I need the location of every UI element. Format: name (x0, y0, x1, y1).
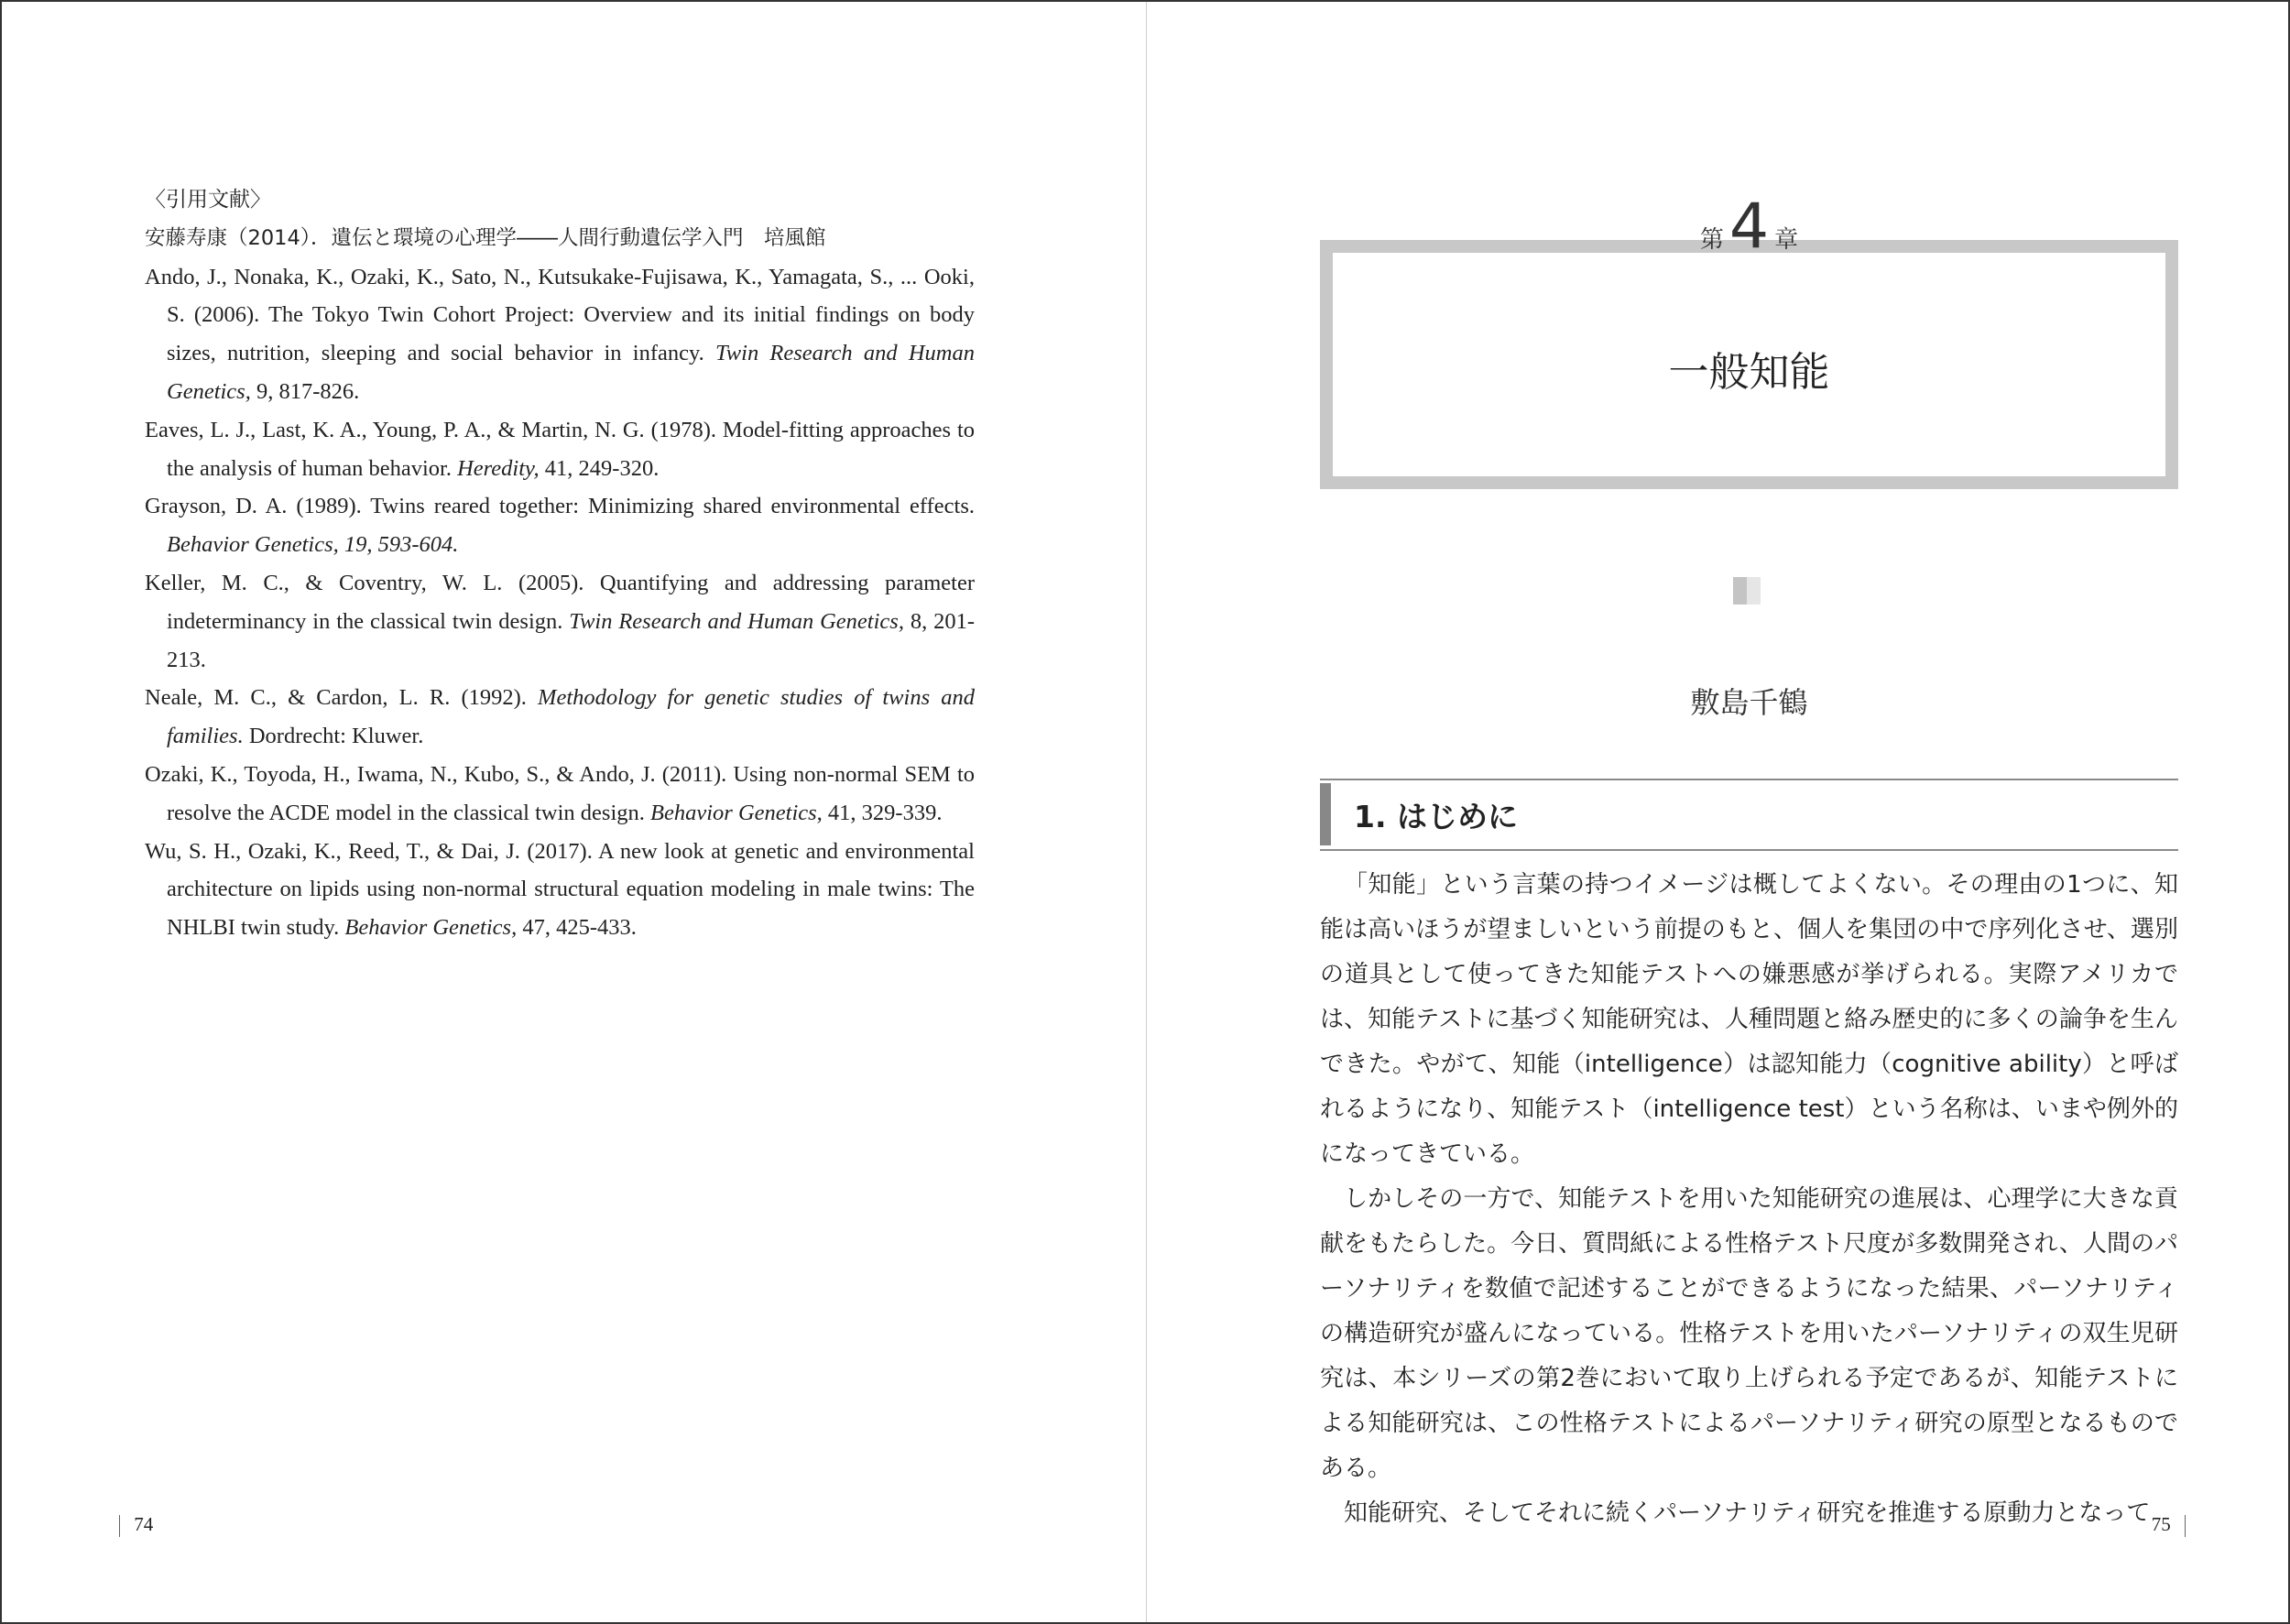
folio-rule (2185, 1515, 2186, 1537)
reference-entry (145, 220, 975, 258)
chapter-title-frame (1320, 240, 2178, 489)
reference-text: 41, 249-320. (539, 455, 660, 481)
section-title: 1. はじめに (1354, 799, 1518, 834)
references-list (145, 181, 975, 947)
reference-journal: Behavior Genetics, (650, 800, 823, 825)
reference-journal: Twin Research and Human Genetics, (167, 341, 975, 404)
reference-journal: Heredity, (457, 455, 540, 481)
body-paragraph: 「知能」という言葉の持つイメージは概してよくない。その理由の1つに、知能は高いほうが望ましいという前提のもと、個人を集団の中で序列化させ、選別の道具として使ってきた知能テストへの嫌悪感が挙げられる。実際アメリカでは、知能テストに基づく知能研究は、人種問題と絡み歴史的に多くの論争を生んできた。やがて、知能（intelligence）は認知能力（cognitive ability）と呼ばれるようになり、知能テスト（intelligence test）という名称は、いまや例外的になってきている。 (1320, 871, 2178, 1168)
reference-text: 47, 425-433. (517, 915, 637, 941)
reference-entry (145, 756, 975, 833)
decorative-mark-right (1747, 577, 1761, 605)
gutter-divider (1146, 2, 1147, 1622)
reference-text: Dordrecht: Kluwer. (243, 724, 424, 749)
reference-text: Wu, S. H., Ozaki, K., Reed, T., & Dai, J. (2017). A new look at genetic and environmental architecture on lipids using non-normal structural equation modeling in male twins: The NHLBI twin study. (145, 838, 975, 941)
body-text (1320, 863, 2178, 1536)
section-rule-top (1320, 779, 2178, 780)
reference-journal: Methodology for genetic studies of twins and families. (167, 685, 975, 749)
body-paragraph: しかしその一方で、知能テストを用いた知能研究の進展は、心理学に大きな貢献をもたらした。今日、質問紙による性格テスト尺度が多数開発され、人間のパーソナリティを数値で記述することができるようになった結果、パーソナリティの構造研究が盛んになっている。性格テストを用いたパーソナリティの双生児研究は、本シリーズの第2巻において取り上げられる予定であるが、知能テストによる知能研究は、この性格テストによるパーソナリティ研究の原型となるものである。 (1320, 1185, 2179, 1482)
reference-text: Keller, M. C., & Coventry, W. L. (2005). Quantifying and addressing parameter indeterminancy in the classical twin design. (145, 570, 975, 634)
author-name: 敷島千鶴 (1690, 685, 1808, 720)
chapter-number: 4 (1728, 191, 1770, 263)
chapter-title: 一般知能 (1668, 349, 1830, 396)
reference-journal: Behavior Genetics, (344, 915, 518, 941)
chapter-label (1320, 191, 2178, 263)
references-body (145, 220, 975, 947)
reference-entry (145, 258, 975, 411)
reference-entry (145, 564, 975, 679)
body-paragraph: 知能研究、そしてそれに続くパーソナリティ研究を推進する原動力となって (1344, 1499, 2151, 1527)
reference-text: Ozaki, K., Toyoda, H., Iwama, N., Kubo, S., & Ando, J. (2011). Using non-normal SEM to resolve the ACDE model in the classical twin design. (145, 761, 975, 825)
reference-journal: Twin Research and Human Genetics, (569, 608, 904, 634)
reference-journal: Behavior Genetics, 19, 593-604. (167, 532, 459, 558)
reference-text: 8, 201-213. (167, 608, 975, 672)
reference-entry (145, 411, 975, 488)
decorative-mark-left (1733, 577, 1747, 605)
page-number-right-text: 75 (2151, 1513, 2171, 1535)
section-rule-bottom (1320, 849, 2178, 851)
reference-entry (145, 487, 975, 564)
folio-rule (119, 1515, 120, 1537)
reference-text: 9, 817-826. (250, 378, 360, 404)
page-number-left (119, 1513, 153, 1537)
reference-text: Grayson, D. A. (1989). Twins reared together: Minimizing shared environmental effects. (145, 494, 975, 519)
reference-text: 安藤寿康（2014）．遺伝と環境の心理学――人間行動遺伝学入門 培風館 (145, 225, 826, 250)
section-accent-bar (1320, 783, 1331, 845)
reference-entry (145, 833, 975, 947)
page-number-right (2152, 1513, 2186, 1537)
references-heading: 〈引用文献〉 (145, 188, 271, 212)
page-number-left-text: 74 (134, 1513, 154, 1535)
chapter-prefix: 第 (1699, 226, 1724, 254)
decorative-mark (1733, 577, 1761, 605)
reference-text: Eaves, L. J., Last, K. A., Young, P. A., & Martin, N. G. (1978). Model-fitting approaches to the analysis of human behavior. (145, 417, 975, 481)
reference-entry (145, 679, 975, 756)
chapter-suffix: 章 (1774, 226, 1799, 254)
reference-text: Neale, M. C., & Cardon, L. R. (1992). (145, 685, 539, 711)
reference-text: 41, 329-339. (822, 800, 943, 825)
reference-text: Ando, J., Nonaka, K., Ozaki, K., Sato, N., Kutsukake-Fujisawa, K., Yamagata, S., ... Ooki, S. (2006). The Tokyo Twin Cohort Project: Overview and its initial findings on body sizes, nutrition, sleeping and social behavior in infancy. (145, 264, 975, 366)
